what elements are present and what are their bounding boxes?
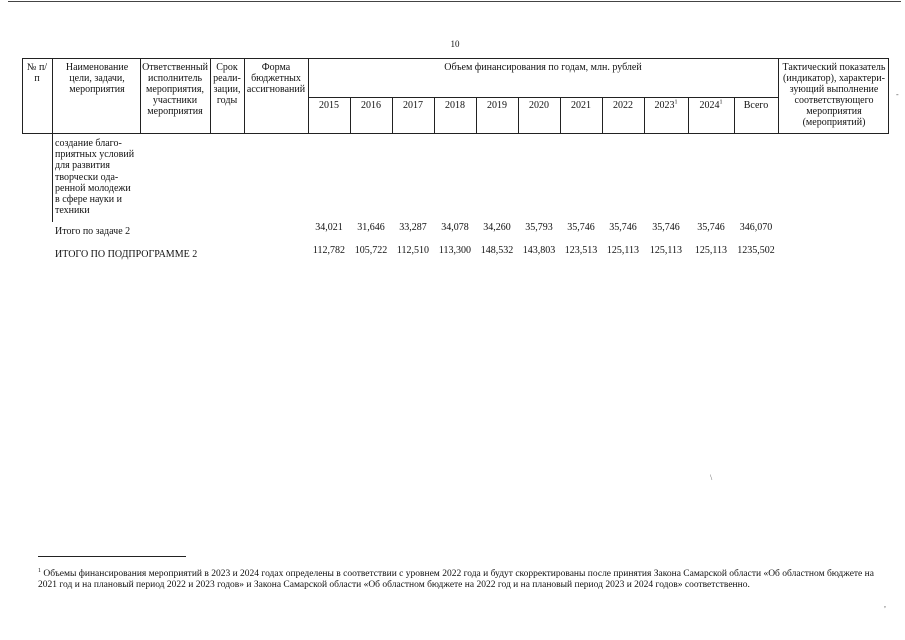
- table-cell: 125,113: [606, 245, 640, 256]
- year-label: 2019: [487, 100, 507, 111]
- table-cell: 31,646: [357, 222, 385, 233]
- year-label-2024: [688, 100, 734, 111]
- year-row-line: [308, 97, 778, 98]
- year-label-total: Всего: [743, 100, 769, 111]
- table-cell: 123,513: [564, 245, 598, 256]
- footnote-separator: [38, 556, 186, 557]
- table-cell: 112,510: [396, 245, 430, 256]
- year-label: 2015: [319, 100, 339, 111]
- scan-speck: \: [710, 473, 713, 482]
- text-line: техники: [55, 205, 90, 217]
- footnote-ref: 1: [674, 99, 678, 106]
- year-label: 2020: [529, 100, 549, 111]
- table-cell: 35,746: [697, 222, 725, 233]
- header-num: № п/п: [26, 62, 48, 84]
- footnote-text: Объемы финансирования мероприятий в 2023 и 2024 годах определены в соответствии с уровнем 2022 года и будут скорректированы после принятия Закона Самарской области «Об областном бюджете на 2021 год и на плановый период 2022 и 2023 годов» и Закона Самарской области «Об областном бюджете на 2022 год и на плановый период 2023 и 2024 годов» соответственно.: [38, 569, 874, 590]
- footnote-marker: 1: [38, 567, 41, 574]
- header-executor: Ответственный исполнитель мероприятия, участники мероприятия: [142, 62, 208, 117]
- year-text: 2024: [699, 100, 720, 111]
- text-line: для развития: [55, 160, 110, 172]
- year-label: 2021: [571, 100, 591, 111]
- table-cell: 105,722: [354, 245, 388, 256]
- table-cell: 35,746: [567, 222, 595, 233]
- col-divider: [308, 58, 309, 134]
- year-label: 2018: [445, 100, 465, 111]
- year-label: 2017: [403, 100, 423, 111]
- row-label-subprogram-total: ИТОГО ПО ПОДПРОГРАММЕ 2: [55, 249, 198, 260]
- table-cell: 125,113: [694, 245, 728, 256]
- year-label: 2022: [613, 100, 633, 111]
- col-divider: [778, 58, 779, 134]
- top-rule: [8, 1, 901, 2]
- scan-speck: ,: [884, 600, 886, 609]
- table-cell: 34,021: [315, 222, 343, 233]
- table-cell: 33,287: [399, 222, 427, 233]
- table-cell: 34,260: [483, 222, 511, 233]
- table-cell: 143,803: [522, 245, 556, 256]
- header-volume: Объем финансирования по годам, млн. рублей: [444, 62, 642, 73]
- scan-speck: -: [896, 90, 899, 99]
- col-divider: [140, 58, 141, 134]
- col-divider: [52, 58, 53, 222]
- table-cell: 35,746: [652, 222, 680, 233]
- table-cell-total: 346,070: [739, 222, 773, 233]
- header-name: Наименование цели, задачи, мероприятия: [65, 62, 129, 95]
- table-cell: 112,782: [312, 245, 346, 256]
- footnote-ref: 1: [719, 99, 723, 106]
- header-indicator: Тактический показатель (индикатор), характери-зующий выполнение соответствующего мероприятия (мероприятий): [782, 62, 886, 128]
- table-cell: 148,532: [480, 245, 514, 256]
- table-cell: 35,746: [609, 222, 637, 233]
- table-cell: 35,793: [525, 222, 553, 233]
- text-line: ренной молодежи: [55, 182, 131, 194]
- table-cell-total: 1235,502: [737, 245, 775, 256]
- activity-description: [55, 138, 145, 216]
- year-label: 2016: [361, 100, 381, 111]
- year-label-2023: [644, 100, 688, 111]
- text-line: творчески ода-: [55, 171, 119, 183]
- row-label-task-total: Итого по задаче 2: [55, 226, 131, 237]
- footnote: [38, 569, 876, 591]
- text-line: создание благо-: [55, 138, 122, 149]
- text-line: в сфере науки и: [55, 194, 122, 206]
- text-line: приятных условий: [55, 149, 135, 161]
- table-cell: 34,078: [441, 222, 469, 233]
- page-number: 10: [450, 39, 460, 49]
- header-form: Форма бюджетных ассигнований: [246, 62, 306, 95]
- table-cell: 125,113: [649, 245, 683, 256]
- year-text: 2023: [654, 100, 675, 111]
- header-term: Срок реали-зации, годы: [213, 62, 241, 106]
- table-cell: 113,300: [438, 245, 472, 256]
